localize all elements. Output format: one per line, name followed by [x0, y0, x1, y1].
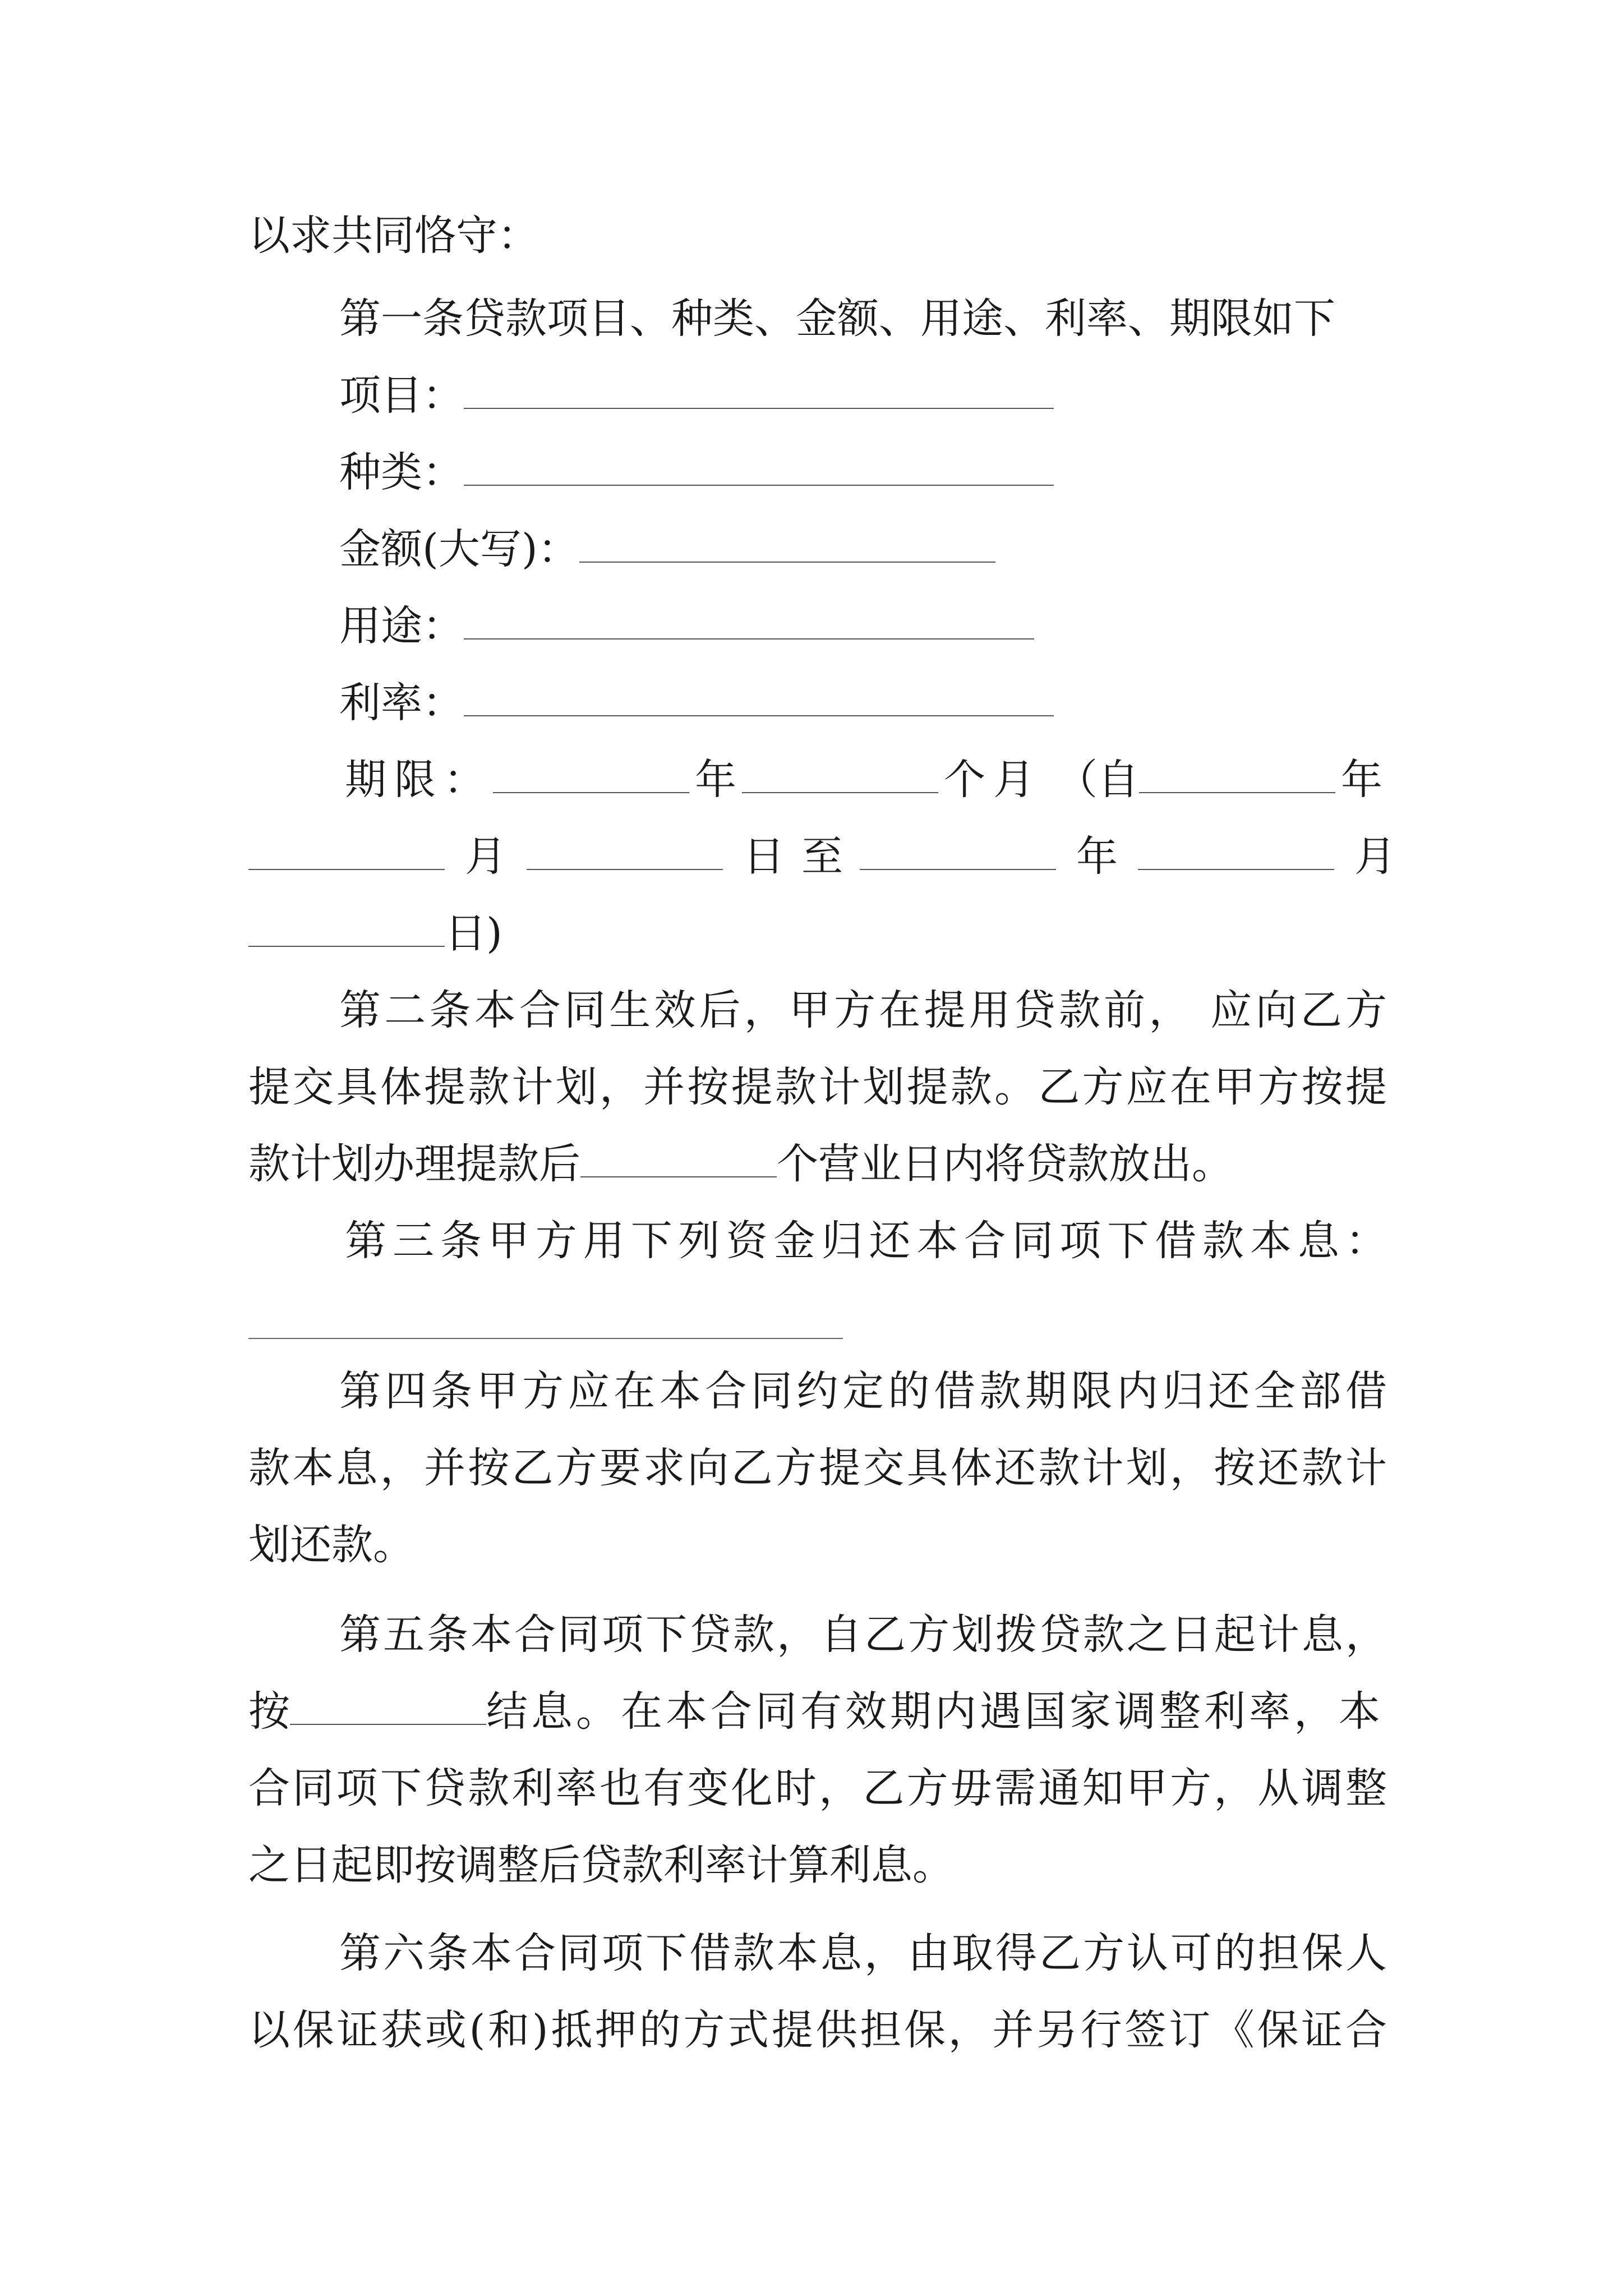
term-label: 期限： — [345, 756, 493, 804]
end-day-unit: 日) — [445, 909, 502, 958]
type-field — [339, 444, 1387, 500]
rate-field — [339, 675, 1387, 731]
article6-line-2: 以保证获或(和)抵押的方式提供担保，并另行签订《保证合 — [248, 2006, 1387, 2054]
start-year-blank[interactable] — [1139, 752, 1335, 793]
article5-line-1: 第五条本合同项下贷款，自乙方划拨贷款之日起计息， — [339, 1611, 1387, 1659]
repayment-source-blank[interactable] — [248, 1338, 843, 1339]
rate-label: 利率： — [339, 679, 464, 727]
article3-line-1: 第三条甲方用下列资金归还本合同项下借款本息： — [345, 1217, 1387, 1265]
purpose-label: 用途： — [339, 602, 464, 650]
term-to: 至 — [801, 832, 843, 881]
article5-line-2a: 按 — [248, 1687, 290, 1736]
purpose-field — [339, 598, 1387, 654]
article5-line-2b: 结息。在本合同有效期内遇国家调整利率，本 — [486, 1687, 1384, 1736]
article2-line-3a: 款计划办理提款后 — [248, 1140, 580, 1188]
end-year-unit: 年 — [1076, 832, 1118, 881]
article2-line-2: 提交具体提款计划，并按提款计划提款。乙方应在甲方按提 — [248, 1063, 1387, 1111]
term-from: （自 — [1056, 756, 1139, 804]
project-label: 项目： — [339, 371, 464, 420]
term-line-3 — [248, 905, 1387, 961]
end-year-blank[interactable] — [860, 829, 1056, 870]
purpose-blank[interactable] — [464, 598, 1034, 639]
project-blank[interactable] — [464, 367, 1054, 409]
article2-line-3 — [248, 1136, 1387, 1192]
type-blank[interactable] — [464, 444, 1054, 486]
article4-line-2: 款本息，并按乙方要求向乙方提交具体还款计划，按还款计 — [248, 1444, 1387, 1492]
business-days-blank[interactable] — [580, 1136, 777, 1177]
term-line-2 — [248, 829, 1396, 885]
article2-line-1: 第二条本合同生效后，甲方在提用贷款前， 应向乙方 — [339, 986, 1387, 1034]
rate-blank[interactable] — [464, 675, 1054, 716]
start-year-unit: 年 — [1341, 756, 1382, 804]
amount-label: 金额(大写)： — [339, 525, 579, 573]
end-day-blank[interactable] — [248, 905, 445, 947]
article4-line-3: 划还款。 — [248, 1521, 414, 1569]
article5-line-2 — [248, 1683, 1387, 1740]
article5-line-4: 之日起即按调整后贷款利率计算利息。 — [248, 1841, 954, 1889]
type-label: 种类： — [339, 448, 464, 496]
start-month-blank[interactable] — [248, 829, 445, 870]
term-line-1 — [345, 752, 1387, 808]
amount-blank[interactable] — [579, 521, 995, 563]
start-month-unit: 月 — [465, 832, 506, 881]
amount-field — [339, 521, 1387, 577]
article1-heading: 第一条贷款项目、种类、金额、用途、利率、期限如下 — [339, 295, 1335, 343]
term-years-blank[interactable] — [493, 752, 689, 793]
project-field — [339, 367, 1387, 424]
term-months-unit: 个月 — [944, 756, 1043, 804]
term-year-unit: 年 — [695, 756, 736, 804]
end-month-unit: 月 — [1354, 832, 1396, 881]
intro-line: 以求共同恪守： — [248, 211, 539, 260]
start-day-blank[interactable] — [527, 829, 723, 870]
article2-line-3b: 个营业日内将贷款放出。 — [777, 1140, 1233, 1188]
end-month-blank[interactable] — [1138, 829, 1334, 870]
interest-settlement-blank[interactable] — [290, 1683, 486, 1725]
article5-line-3: 合同项下贷款利率也有变化时，乙方毋需通知甲方，从调整 — [248, 1764, 1387, 1812]
start-day-unit: 日 — [743, 832, 785, 881]
article6-line-1: 第六条本合同项下借款本息，由取得乙方认可的担保人 — [339, 1929, 1387, 1977]
term-months-blank[interactable] — [742, 752, 938, 793]
article4-line-1: 第四条甲方应在本合同约定的借款期限内归还全部借 — [339, 1367, 1387, 1415]
